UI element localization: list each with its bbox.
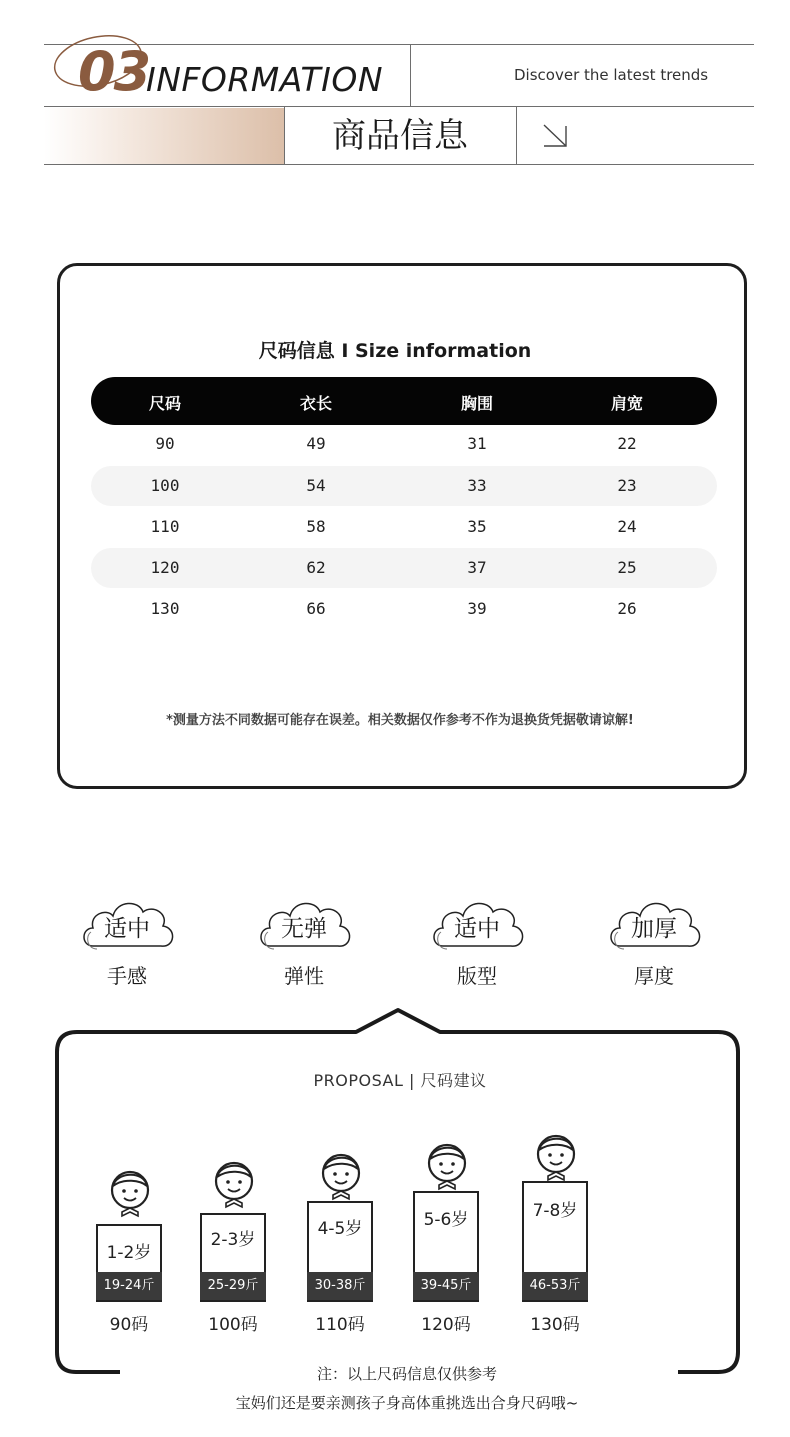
proposal-title: PROPOSAL | 尺码建议 [313,1071,487,1090]
feature-feel [79,888,189,998]
feature-label: 版型 [457,964,497,988]
size-table-title: 尺码信息 I Size information [258,340,532,362]
header-mid-rule [44,106,754,107]
feature-elasticity [256,888,366,998]
table-row [91,424,717,464]
header-divider-1 [410,44,411,106]
table-cell: 120 [150,558,180,577]
table-row [91,589,717,629]
table-cell: 54 [306,476,326,495]
child-face-icon [532,1128,580,1186]
column-header: 肩宽 [610,394,643,413]
measurement-note: *测量方法不同数据可能存在误差。相关数据仅作参考不作为退换货凭据敬请谅解! [166,713,634,728]
feature-label: 弹性 [284,964,324,988]
table-cell: 33 [467,476,487,495]
feature-value: 适中 [454,916,500,942]
table-cell: 58 [306,517,326,536]
proposal-note-2: 宝妈们还是要亲测孩子身高体重挑选出合身尺码哦~ [235,1394,579,1412]
feature-label: 手感 [107,964,147,988]
table-cell: 25 [617,558,637,577]
section-number: 03 [78,40,150,103]
table-cell: 62 [306,558,326,577]
table-cell: 22 [617,434,637,453]
tagline: Discover the latest trends [514,66,709,84]
table-cell: 39 [467,599,487,618]
weight-label: 19-24斤 [96,1272,162,1300]
table-cell: 130 [150,599,180,618]
table-cell: 37 [467,558,487,577]
child-face-icon [423,1137,471,1195]
table-cell: 49 [306,434,326,453]
size-label: 100码 [208,1315,258,1335]
size-table-header [91,377,717,425]
size-label: 120码 [421,1315,471,1335]
size-label: 110码 [315,1315,365,1335]
table-cell: 24 [617,517,637,536]
feature-value: 适中 [104,916,150,942]
weight-label: 30-38斤 [307,1272,373,1300]
header-top-rule [44,44,754,45]
column-header: 胸围 [460,394,493,413]
table-cell: 31 [467,434,487,453]
child-face-icon [317,1147,365,1205]
weight-label: 25-29斤 [200,1272,266,1300]
feature-label: 厚度 [634,964,674,988]
size-label: 130码 [530,1315,580,1335]
size-label: 90码 [109,1315,149,1335]
section-title-en: INFORMATION [146,60,383,99]
section-title-cn: 商品信息 [332,116,468,156]
table-row [91,507,717,547]
column-header: 衣长 [299,394,332,413]
table-cell: 90 [155,434,175,453]
column-header: 尺码 [148,394,181,413]
table-cell: 35 [467,517,487,536]
age-label: 1-2岁 [106,1243,152,1263]
table-cell: 66 [306,599,326,618]
feature-value: 无弹 [281,916,327,942]
child-face-icon [106,1164,154,1222]
table-cell: 110 [150,517,180,536]
feature-thickness [606,888,716,998]
proposal-note-1: 注：以上尺码信息仅供参考 [316,1365,497,1383]
child-face-icon [210,1155,258,1213]
feature-fit [429,888,539,998]
table-cell: 23 [617,476,637,495]
weight-label: 39-45斤 [413,1272,479,1300]
table-row [91,466,717,506]
header-divider-3 [516,106,517,164]
table-row [91,548,717,588]
age-label: 7-8岁 [532,1201,578,1221]
feature-value: 加厚 [631,916,677,942]
age-label: 4-5岁 [317,1219,363,1239]
age-label: 5-6岁 [423,1210,469,1230]
table-cell: 100 [150,476,180,495]
header-bottom-rule [44,164,754,165]
age-label: 2-3岁 [210,1230,256,1250]
weight-label: 46-53斤 [522,1272,588,1300]
gradient-bar [44,108,284,164]
arrow-down-right-icon [540,122,572,150]
table-cell: 26 [617,599,637,618]
